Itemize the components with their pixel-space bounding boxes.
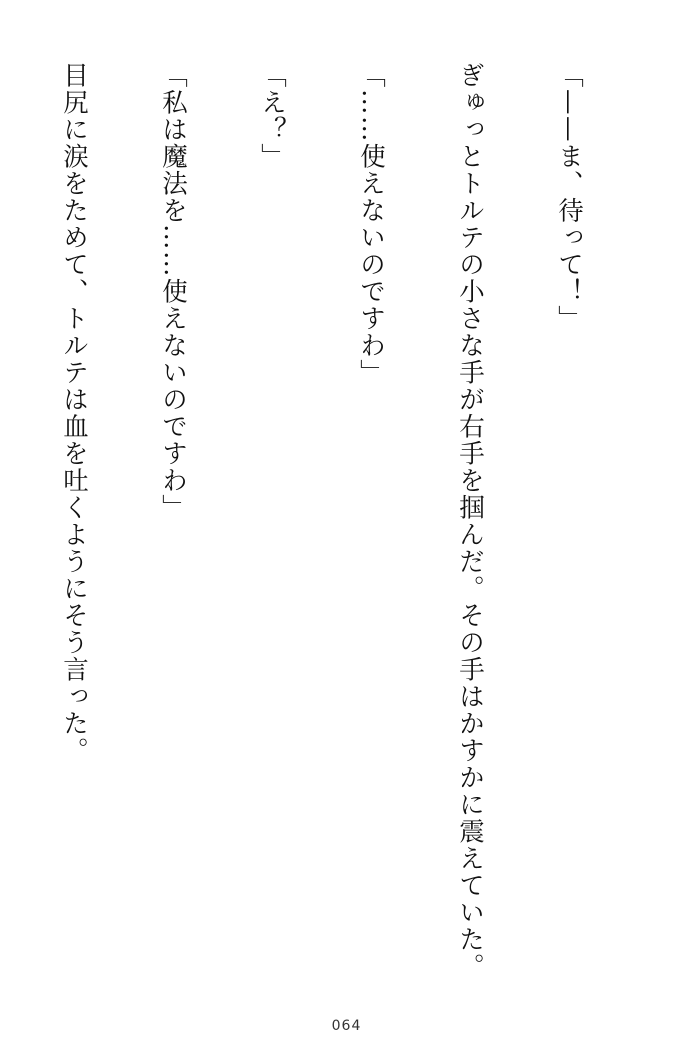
text-line-2: ぎゅっとトルテの小さな手が右手を掴んだ。その手はかすかに震えていた。: [455, 62, 485, 980]
text-line-3: 「……使えないのですわ」: [356, 62, 386, 386]
text-line-5: 「私は魔法を……使えないのですわ」: [158, 62, 188, 521]
text-line-6: 目尻に涙をためて、トルテは血を吐くようにそう言った。: [59, 62, 89, 764]
vertical-text-body: [31, 62, 651, 997]
text-line-4: 「え？」: [257, 62, 287, 170]
page-number: 064: [331, 1018, 362, 1034]
text-line-1: 「——ま、待って！」: [554, 62, 584, 332]
